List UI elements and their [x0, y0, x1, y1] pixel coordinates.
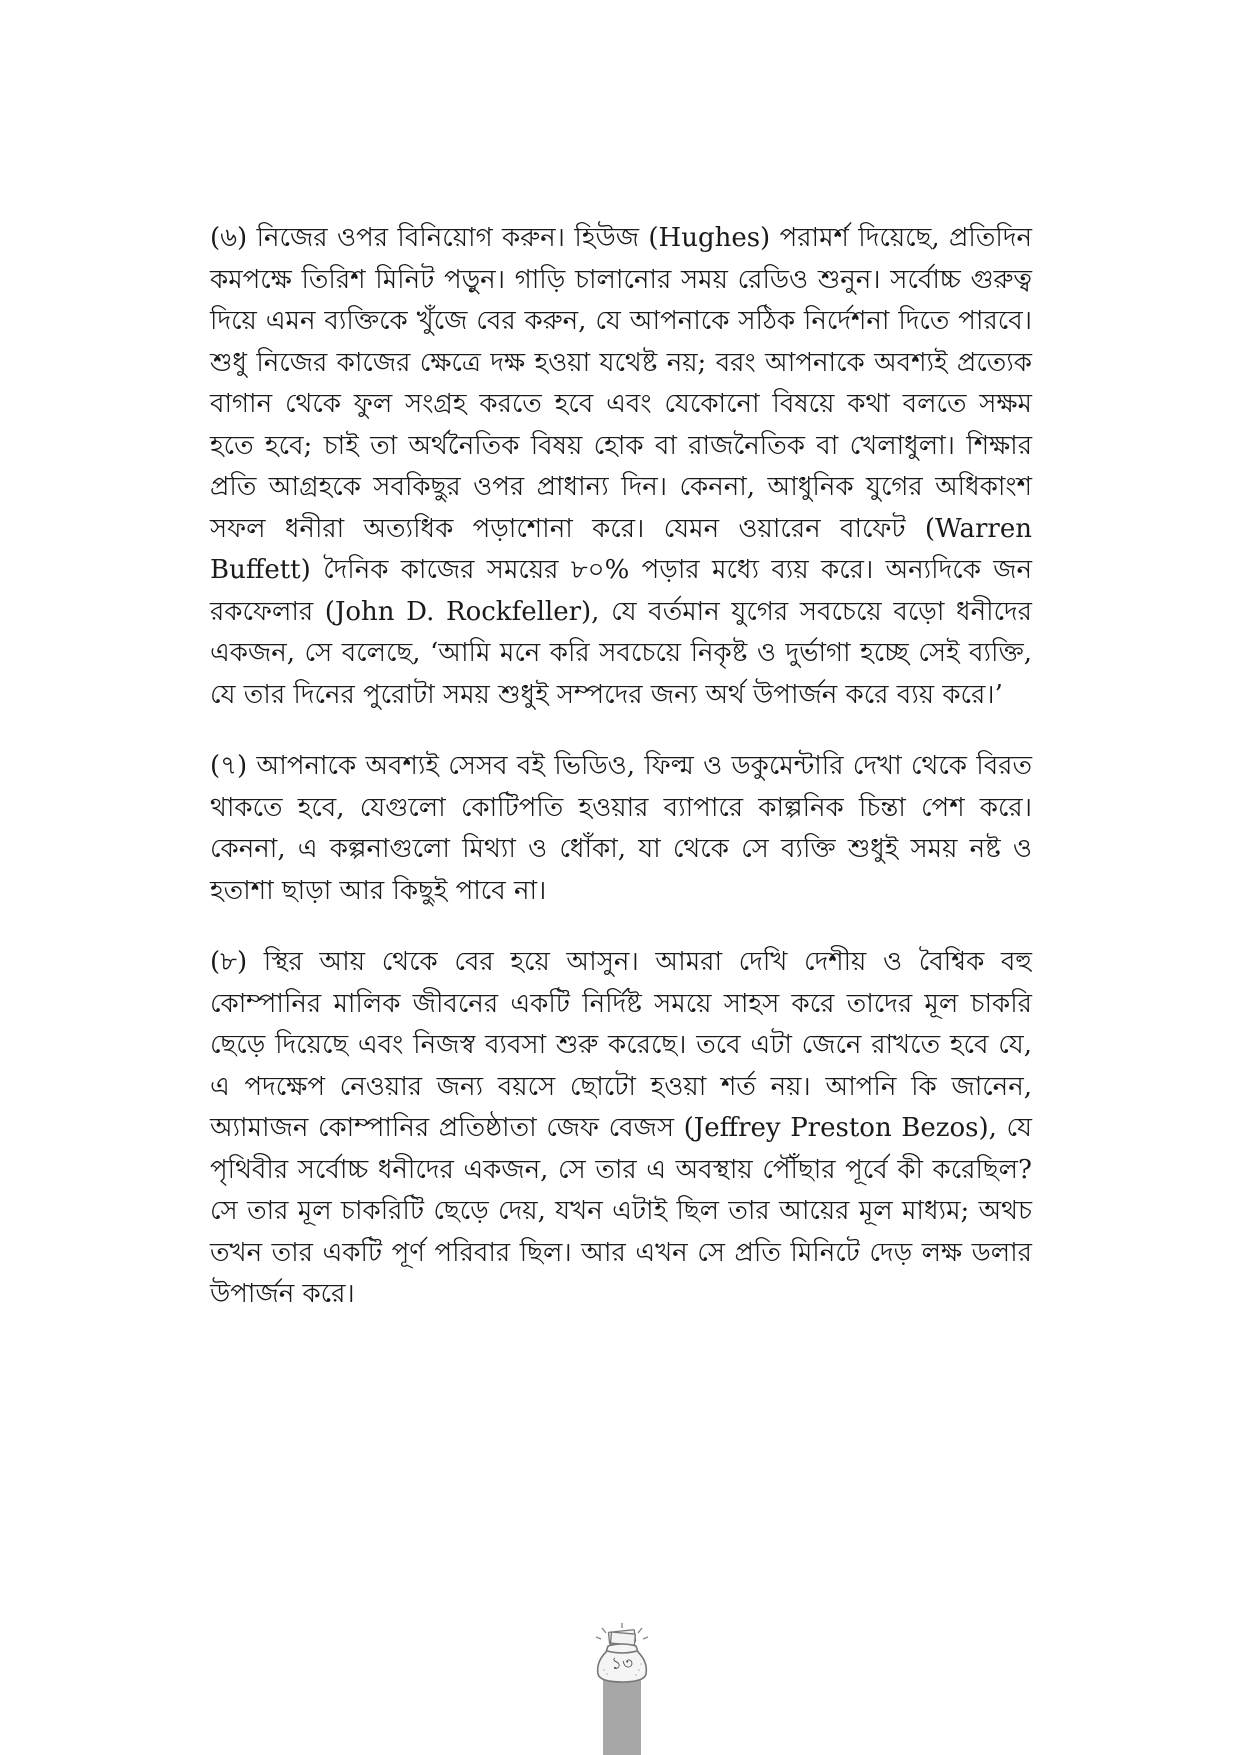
- page-footer: [592, 1622, 652, 1755]
- paragraph-8: (৮) স্থির আয় থেকে বের হয়ে আসুন। আমরা দেখি দেশীয় ও বৈশ্বিক বহু কোম্পানির মালিক জীবনের একটি নির্দিষ্ট সময়ে সাহস করে তাদের মূল চাকরি ছেড়ে দিয়েছে এবং নিজস্ব ব্যবসা শুরু করেছে। তবে এটা জেনে রাখতে হবে যে, এ পদক্ষেপ নেওয়ার জন্য বয়সে ছোটো হওয়া শর্ত নয়। আপনি কি জানেন, অ্যামাজন কোম্পানির প্রতিষ্ঠাতা জেফ বেজস (Jeffrey Preston Bezos), যে পৃথিবীর সর্বোচ্চ ধনীদের একজন, সে তার এ অবস্থায় পৌঁছার পূর্বে কী করেছিল? সে তার মূল চাকরিটি ছেড়ে দেয়, যখন এটাই ছিল তার আয়ের মূল মাধ্যম; অথচ তখন তার একটি পূর্ণ পরিবার ছিল। আর এখন সে প্রতি মিনিটে দেড় লক্ষ ডলার উপার্জন করে।: [210, 947, 1032, 1309]
- money-bag-icon: [592, 1622, 652, 1684]
- paragraph-7: (৭) আপনাকে অবশ্যই সেসব বই ভিডিও, ফিল্ম ও ডকুমেন্টারি দেখা থেকে বিরত থাকতে হবে, যেগুলো কোটিপতি হওয়ার ব্যাপারে কাল্পনিক চিন্তা পেশ করে। কেননা, এ কল্পনাগুলো মিথ্যা ও ধোঁকা, যা থেকে সে ব্যক্তি শুধুই সময় নষ্ট ও হতাশা ছাড়া আর কিছুই পাবে না।: [210, 751, 1032, 906]
- page-number: ১৩: [610, 1654, 634, 1674]
- footer-bar: [603, 1680, 641, 1755]
- paragraph-6: (৬) নিজের ওপর বিনিয়োগ করুন। হিউজ (Hughes) পরামর্শ দিয়েছে, প্রতিদিন কমপক্ষে তিরিশ মিনিট পড়ুন। গাড়ি চালানোর সময় রেডিও শুনুন। সর্বোচ্চ গুরুত্ব দিয়ে এমন ব্যক্তিকে খুঁজে বের করুন, যে আপনাকে সঠিক নির্দেশনা দিতে পারবে। শুধু নিজের কাজের ক্ষেত্রে দক্ষ হওয়া যথেষ্ট নয়; বরং আপনাকে অবশ্যই প্রত্যেক বাগান থেকে ফুল সংগ্রহ করতে হবে এবং যেকোনো বিষয়ে কথা বলতে সক্ষম হতে হবে; চাই তা অর্থনৈতিক বিষয় হোক বা রাজনৈতিক বা খেলাধুলা। শিক্ষার প্রতি আগ্রহকে সবকিছুর ওপর প্রাধান্য দিন। কেননা, আধুনিক যুগের অধিকাংশ সফল ধনীরা অত্যধিক পড়াশোনা করে। যেমন ওয়ারেন বাফেট (Warren Buffett) দৈনিক কাজের সময়ের ৮০% পড়ার মধ্যে ব্যয় করে। অন্যদিকে জন রকফেলার (John D. Rockfeller), যে বর্তমান যুগের সবচেয়ে বড়ো ধনীদের একজন, সে বলেছে, ‘আমি মনে করি সবচেয়ে নিকৃষ্ট ও দুর্ভাগা হচ্ছে সেই ব্যক্তি, যে তার দিনের পুরোটা সময় শুধুই সম্পদের জন্য অর্থ উপার্জন করে ব্যয় করে।’: [210, 223, 1032, 710]
- page-body: [210, 218, 1032, 1346]
